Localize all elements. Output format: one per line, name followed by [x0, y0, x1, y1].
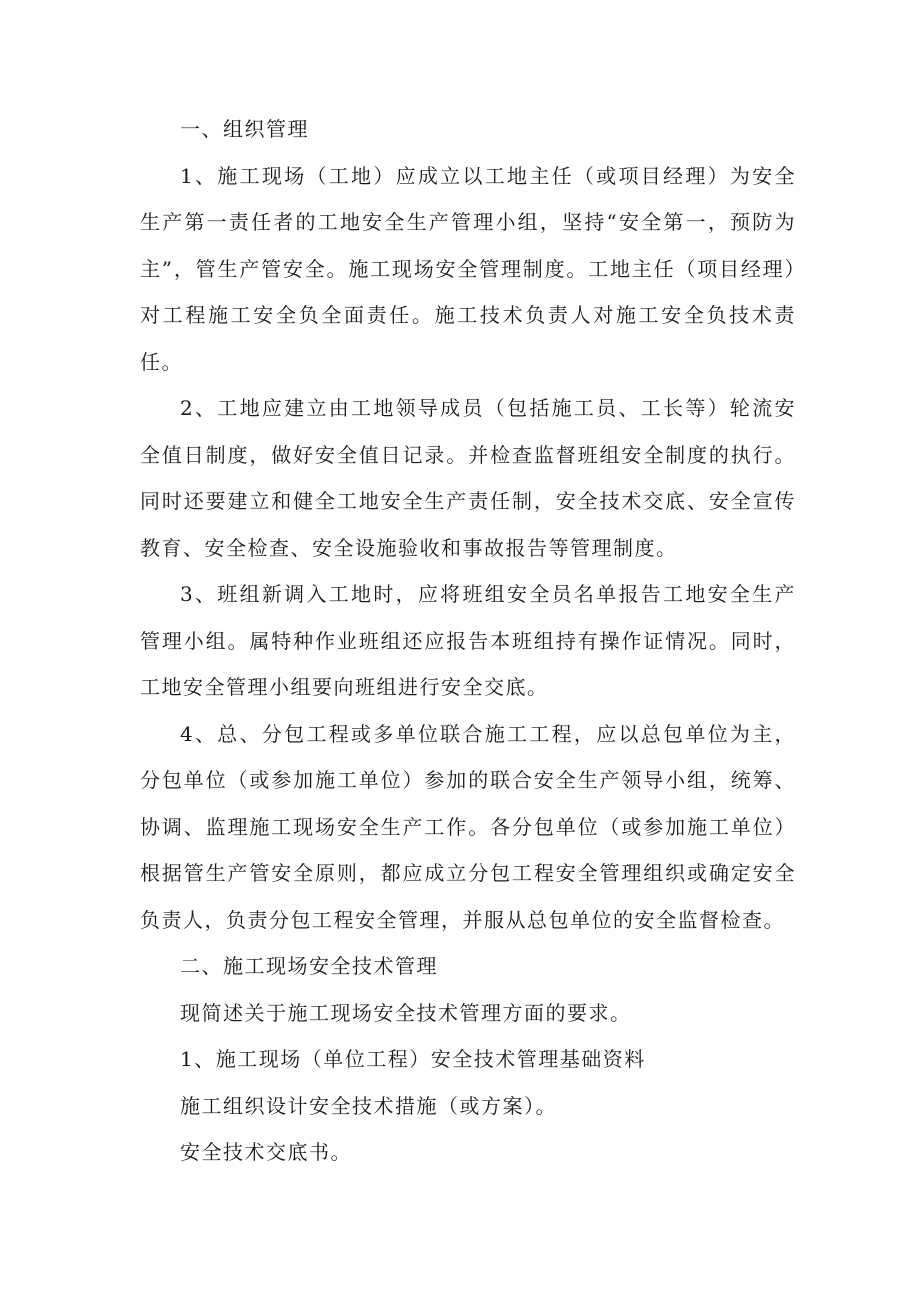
paragraph-safety-measures: 施工组织设计安全技术措施（或方案）。 — [180, 1093, 557, 1118]
section-heading-organization: 一、组织管理 — [180, 117, 309, 141]
paragraph-safety-briefing: 安全技术交底书。 — [180, 1140, 352, 1164]
paragraph-intro: 现简述关于施工现场安全技术管理方面的要求。 — [180, 1000, 632, 1025]
section-heading-technical-management: 二、施工现场安全技术管理 — [180, 954, 438, 978]
paragraph-item-4: 4、总、分包工程或多单位联合施工工程，应以总包单位为主，分包单位（或参加施工单位）参加的联合安全生产领导小组，统筹、协调、监理施工现场安全生产工作。各分包单位（或参加施工单位）根据管生产管安全原则，都应成立分包工程安全管理组织或确定安全负责人，负责分包工程安全管理，并服从总包单位的安全监督检查。 — [140, 721, 796, 932]
paragraph-item-2: 2、工地应建立由工地领导成员（包括施工员、工长等）轮流安全值日制度，做好安全值日记录。并检查监督班组安全制度的执行。同时还要建立和健全工地安全生产责任制，安全技术交底、安全宣传教育、安全检查、安全设施验收和事故报告等管理制度。 — [140, 396, 796, 560]
document-body — [140, 106, 796, 1176]
paragraph-item-1: 1、施工现场（工地）应成立以工地主任（或项目经理）为安全生产第一责任者的工地安全生产管理小组，坚持“安全第一，预防为主”，管生产管安全。施工现场安全管理制度。工地主任（项目经理）对工程施工安全负全面责任。施工技术负责人对施工安全负技术责任。 — [140, 163, 796, 374]
paragraph-item-3: 3、班组新调入工地时，应将班组安全员名单报告工地安全生产管理小组。属特种作业班组还应报告本班组持有操作证情况。同时，工地安全管理小组要向班组进行安全交底。 — [140, 582, 796, 699]
paragraph-basic-materials: 1、施工现场（单位工程）安全技术管理基础资料 — [180, 1047, 646, 1071]
